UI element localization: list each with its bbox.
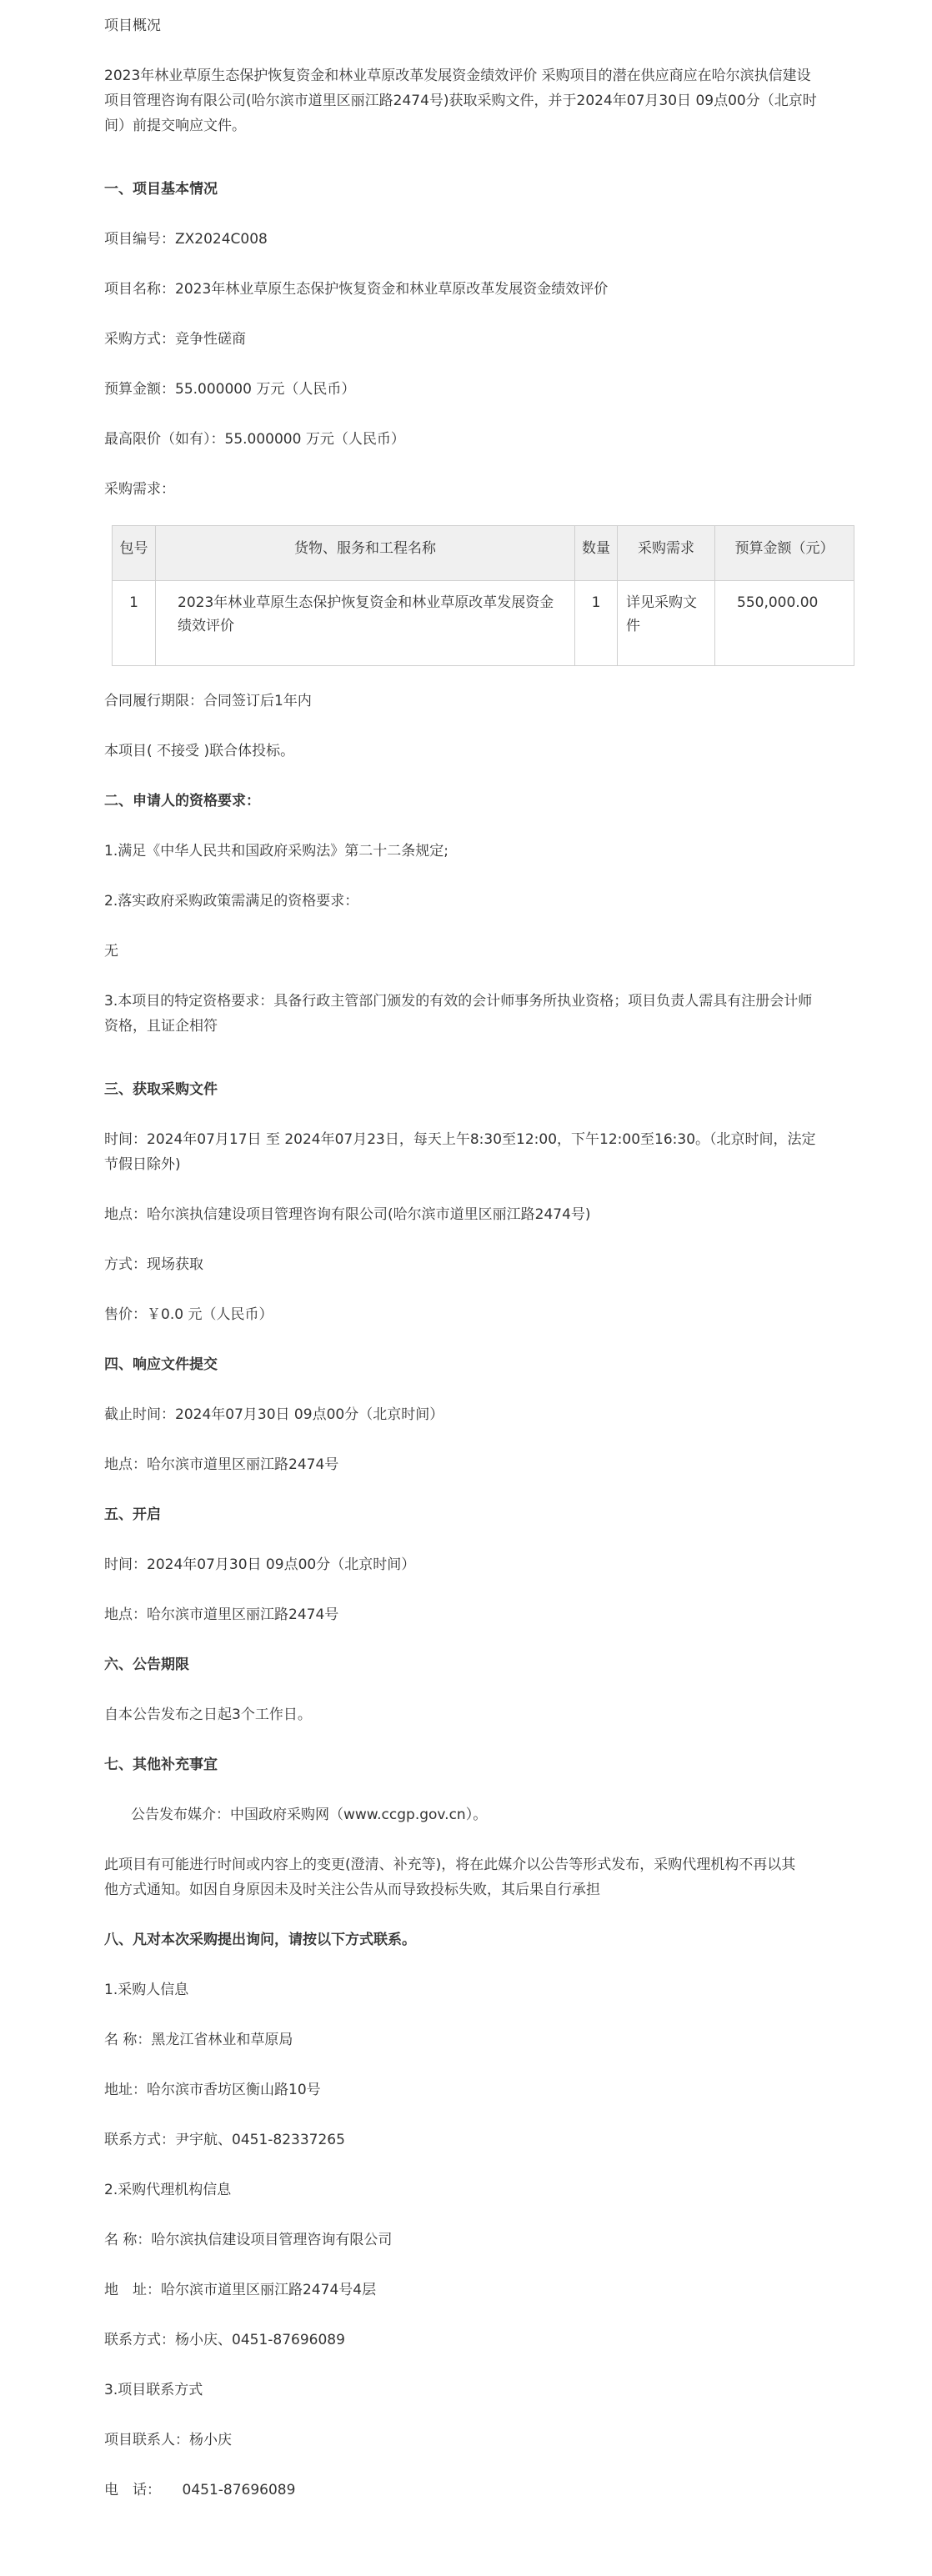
section-7-heading: 七、其他补充事宜 xyxy=(104,1757,218,1773)
table-header-row xyxy=(113,526,854,581)
qualification-item-1: 1.满足《中华人民共和国政府采购法》第二十二条规定; xyxy=(104,843,448,860)
section-6-heading: 六、公告期限 xyxy=(104,1656,189,1673)
header-budget: 预算金额（元） xyxy=(715,526,854,581)
section-4-heading: 四、响应文件提交 xyxy=(104,1356,218,1373)
agency-name: 名 称：哈尔滨执信建设项目管理咨询有限公司 xyxy=(104,2232,393,2248)
qualification-item-3-line-1: 3.本项目的特定资格要求：具备行政主管部门颁发的有效的会计师事务所执业资格；项目负责人需具有注册会计师 xyxy=(104,993,813,1010)
cell-item-name xyxy=(156,581,575,666)
obtain-place: 地点：哈尔滨执信建设项目管理咨询有限公司(哈尔滨市道里区丽江路2474号) xyxy=(104,1206,591,1223)
submission-place: 地点：哈尔滨市道里区丽江路2474号 xyxy=(104,1456,339,1473)
max-price: 最高限价（如有）：55.000000 万元（人民币） xyxy=(104,431,405,448)
purchaser-title: 1.采购人信息 xyxy=(104,1982,189,1998)
table-row xyxy=(113,581,854,666)
overview-paragraph-line-3: 间）前提交响应文件。 xyxy=(104,118,246,134)
agency-address: 地 址：哈尔滨市道里区丽江路2474号4层 xyxy=(104,2282,377,2298)
overview-paragraph-line-2: 项目管理咨询有限公司(哈尔滨市道里区丽江路2474号)获取采购文件，并于2024年07月30日 09点00分（北京时 xyxy=(104,93,817,109)
overview-paragraph-line-1: 2023年林业草原生态保护恢复资金和林业草原改革发展资金绩效评价 采购项目的潜在供应商应在哈尔滨执信建设 xyxy=(104,68,811,84)
qualification-item-3-line-2: 资格，且证企相符 xyxy=(104,1018,218,1035)
header-package-no: 包号 xyxy=(113,526,156,581)
demand-label: 采购需求： xyxy=(104,481,175,498)
header-quantity: 数量 xyxy=(575,526,618,581)
procurement-demand-table xyxy=(112,525,854,666)
contract-period: 合同履行期限：合同签订后1年内 xyxy=(104,693,312,709)
obtain-time-line-1: 时间：2024年07月17日 至 2024年07月23日，每天上午8:30至12:00，下午12:00至16:30。（北京时间，法定 xyxy=(104,1131,816,1148)
opening-place: 地点：哈尔滨市道里区丽江路2474号 xyxy=(104,1606,339,1623)
publication-media: 公告发布媒介：中国政府采购网（www.ccgp.gov.cn）。 xyxy=(131,1807,488,1823)
project-name: 项目名称：2023年林业草原生态保护恢复资金和林业草原改革发展资金绩效评价 xyxy=(104,281,609,298)
cell-requirement-line-2: 件 xyxy=(626,618,640,634)
section-8-heading: 八、凡对本次采购提出询问，请按以下方式联系。 xyxy=(104,1932,416,1948)
cell-item-name-line-1: 2023年林业草原生态保护恢复资金和林业草原改革发展资金 xyxy=(178,594,554,611)
project-number: 项目编号：ZX2024C008 xyxy=(104,231,268,248)
section-5-heading: 五、开启 xyxy=(104,1506,161,1523)
joint-bidding: 本项目( 不接受 )联合体投标。 xyxy=(104,743,295,759)
project-contact-person: 项目联系人：杨小庆 xyxy=(104,2432,232,2448)
change-note-line-1: 此项目有可能进行时间或内容上的变更(澄清、补充等)，将在此媒介以公告等形式发布，采购代理机构不再以其 xyxy=(104,1857,796,1873)
cell-budget: 550,000.00 xyxy=(715,581,854,666)
cell-quantity: 1 xyxy=(575,581,618,666)
section-3-heading: 三、获取采购文件 xyxy=(104,1081,218,1098)
change-note-line-2: 他方式通知。如因自身原因未及时关注公告从而导致投标失败，其后果自行承担 xyxy=(104,1882,600,1898)
procurement-method: 采购方式：竞争性磋商 xyxy=(104,331,246,348)
purchaser-name: 名 称：黑龙江省林业和草原局 xyxy=(104,2032,293,2048)
project-contact-phone: 电 话： 0451-87696089 xyxy=(104,2482,296,2498)
agency-contact: 联系方式：杨小庆、0451-87696089 xyxy=(104,2332,345,2348)
section-1-heading: 一、项目基本情况 xyxy=(104,181,218,198)
agency-title: 2.采购代理机构信息 xyxy=(104,2182,232,2198)
cell-requirement-line-1: 详见采购文 xyxy=(626,594,697,611)
cell-requirement xyxy=(618,581,715,666)
cell-package-no: 1 xyxy=(113,581,156,666)
overview-heading: 项目概况 xyxy=(104,18,161,34)
cell-item-name-line-2: 绩效评价 xyxy=(178,618,234,634)
obtain-time-line-2: 节假日除外) xyxy=(104,1156,181,1173)
header-item-name: 货物、服务和工程名称 xyxy=(156,526,575,581)
submission-deadline: 截止时间：2024年07月30日 09点00分（北京时间） xyxy=(104,1406,444,1423)
budget-amount: 预算金额：55.000000 万元（人民币） xyxy=(104,381,356,398)
obtain-way: 方式：现场获取 xyxy=(104,1256,203,1273)
qualification-none: 无 xyxy=(104,943,118,960)
notice-period: 自本公告发布之日起3个工作日。 xyxy=(104,1706,312,1723)
project-contact-title: 3.项目联系方式 xyxy=(104,2382,203,2398)
header-requirement: 采购需求 xyxy=(618,526,715,581)
purchaser-address: 地址：哈尔滨市香坊区衡山路10号 xyxy=(104,2082,321,2098)
document-price: 售价：￥0.0 元（人民币） xyxy=(104,1306,273,1323)
qualification-item-2: 2.落实政府采购政策需满足的资格要求： xyxy=(104,893,359,910)
purchaser-contact: 联系方式：尹宇航、0451-82337265 xyxy=(104,2132,345,2148)
opening-time: 时间：2024年07月30日 09点00分（北京时间） xyxy=(104,1556,416,1573)
section-2-heading: 二、申请人的资格要求： xyxy=(104,793,260,809)
